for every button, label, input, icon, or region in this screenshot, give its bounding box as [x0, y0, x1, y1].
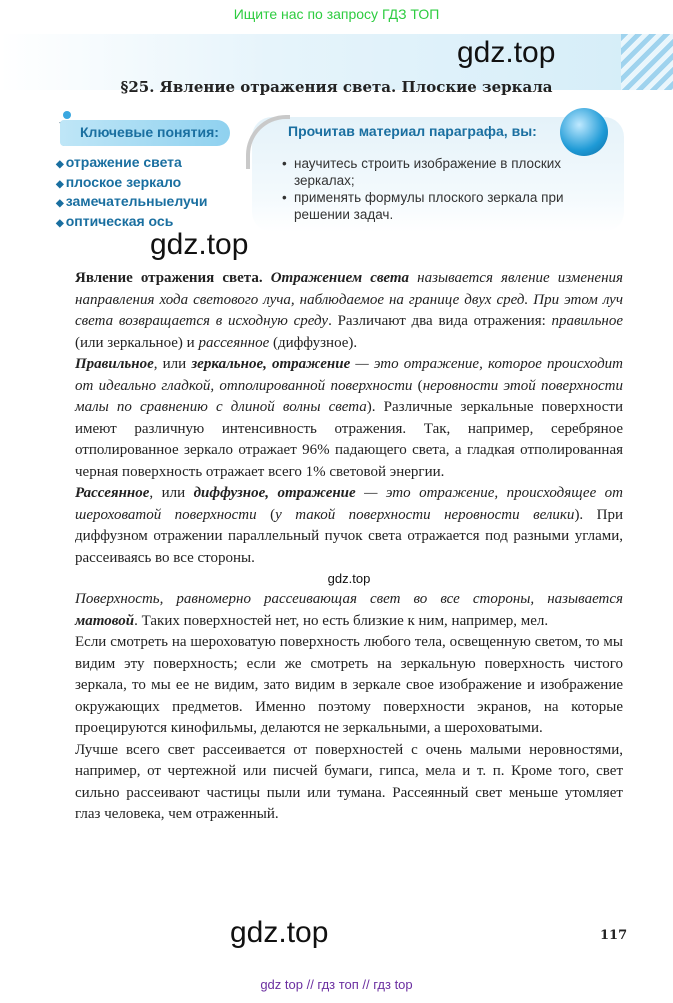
watermark-header: gdz.top	[457, 36, 556, 69]
text-segment: Рассеянное	[75, 485, 150, 501]
text-segment: (	[256, 506, 276, 523]
watermark-middle: gdz.top	[150, 228, 249, 261]
text-segment: , или	[153, 356, 192, 372]
text-segment: . Различают два вида отражения:	[328, 313, 552, 329]
text-segment: Явление отражения света.	[75, 270, 271, 286]
text-segment: Если смотреть на шероховатую поверхность любого тела, освещенную светом, то мы видим эту поверхность; если же смотреть на зеркальную поверхность чистого зеркала, то мы ее не видим, зато видим в зеркале свое изображение и изображение окружающих предметов. Именно поэтому поверхности экранов, на которые проецируются кинофильмы, делаются не зеркальными, а шероховатыми.	[75, 634, 623, 736]
text-segment: Лучше всего свет рассеивается от поверхностей с очень малыми неровностями, например, от чертежной или писчей бумаги, гипса, мела и т. п. Кроме того, свет сильно рассеивают частицы пыли или тумана. Рассеянный свет меньше утомляет глаз человека, чем отраженный.	[75, 741, 623, 822]
text-segment: называется явление изменения направления хода светового луча, наблюдаемое на границе двух сред. При этом луч света возвращается в исходную среду	[75, 270, 623, 329]
text-segment: Поверхность, равномерно рассеивающая свет во все стороны, называется	[75, 591, 623, 607]
text-segment: ). Различные зеркальные поверхности имеют различную интенсивность отражения. Так, например, серебряное отполированное зеркало отражает 96% падающего света, а гладкая отполированная черная поверхность отражает всего 1% световой энергии.	[75, 399, 623, 480]
footer-links: gdz top // гдз топ // гдз top	[260, 977, 413, 992]
key-concept: ◆ плоское зеркало	[56, 174, 208, 194]
text-segment: — это отражение, которое происходит от идеально гладкой, отполированной поверхности	[75, 356, 624, 394]
key-concepts-list	[56, 154, 208, 232]
text-segment: рассеянное	[198, 334, 270, 351]
text-segment: зеркальное, отражение	[191, 356, 351, 372]
page-number: 117	[600, 928, 628, 943]
paragraphs-before	[75, 268, 623, 569]
text-segment: у такой поверхности неровности велики	[275, 506, 575, 523]
text-segment: ). При диффузном отражении параллельный пучок света отражается под разными углами, рассеиваясь во все стороны.	[75, 506, 624, 566]
key-concept: ◆ оптическая ось	[56, 213, 208, 233]
goal-item: • научитесь строить изображение в плоских зеркалах;	[282, 155, 612, 189]
key-concepts-heading: Ключевые понятия:	[80, 124, 219, 140]
goal-item: • применять формулы плоского зеркала при решении задач.	[282, 189, 612, 223]
key-concept: ◆ замечательныелучи	[56, 193, 208, 213]
text-segment: матовой	[75, 612, 135, 629]
text-segment: диффузное, отражение	[193, 485, 356, 501]
goals-heading: Прочитав материал параграфа, вы:	[288, 123, 537, 139]
paragraphs-after	[75, 589, 623, 826]
text-segment: (	[412, 377, 423, 394]
key-concept: ◆ отражение света	[56, 154, 208, 174]
paragraph	[75, 632, 623, 740]
paragraph	[75, 589, 623, 632]
paragraph	[75, 268, 623, 354]
paragraph	[75, 740, 623, 826]
paragraph	[75, 354, 623, 483]
text-segment: (или зеркальное) и	[75, 334, 199, 351]
paragraph	[75, 483, 623, 569]
key-concepts-header	[60, 120, 230, 146]
text-segment: неровности этой поверхности малы по сравнению с длиной волны света	[75, 377, 623, 415]
watermark-bottom: gdz.top	[230, 916, 329, 949]
text-segment: Отражением света	[270, 270, 410, 286]
search-hint: Ищите нас по запросу ГДЗ ТОП	[233, 6, 440, 22]
body-text	[75, 268, 623, 826]
globe-person-icon	[560, 108, 608, 156]
text-segment: Правильное	[75, 356, 154, 372]
text-segment: — это отражение, происходящее от шероховатой поверхности	[75, 485, 623, 523]
section-title: §25. Явление отражения света. Плоские зеркала	[120, 78, 553, 96]
watermark-inline: gdz.top	[327, 571, 371, 586]
text-segment: , или	[149, 485, 194, 501]
text-segment: (диффузное).	[269, 334, 358, 351]
text-segment: . Таких поверхностей нет, но есть близкие к ним, например, мел.	[134, 612, 549, 629]
text-segment: правильное	[551, 313, 624, 329]
